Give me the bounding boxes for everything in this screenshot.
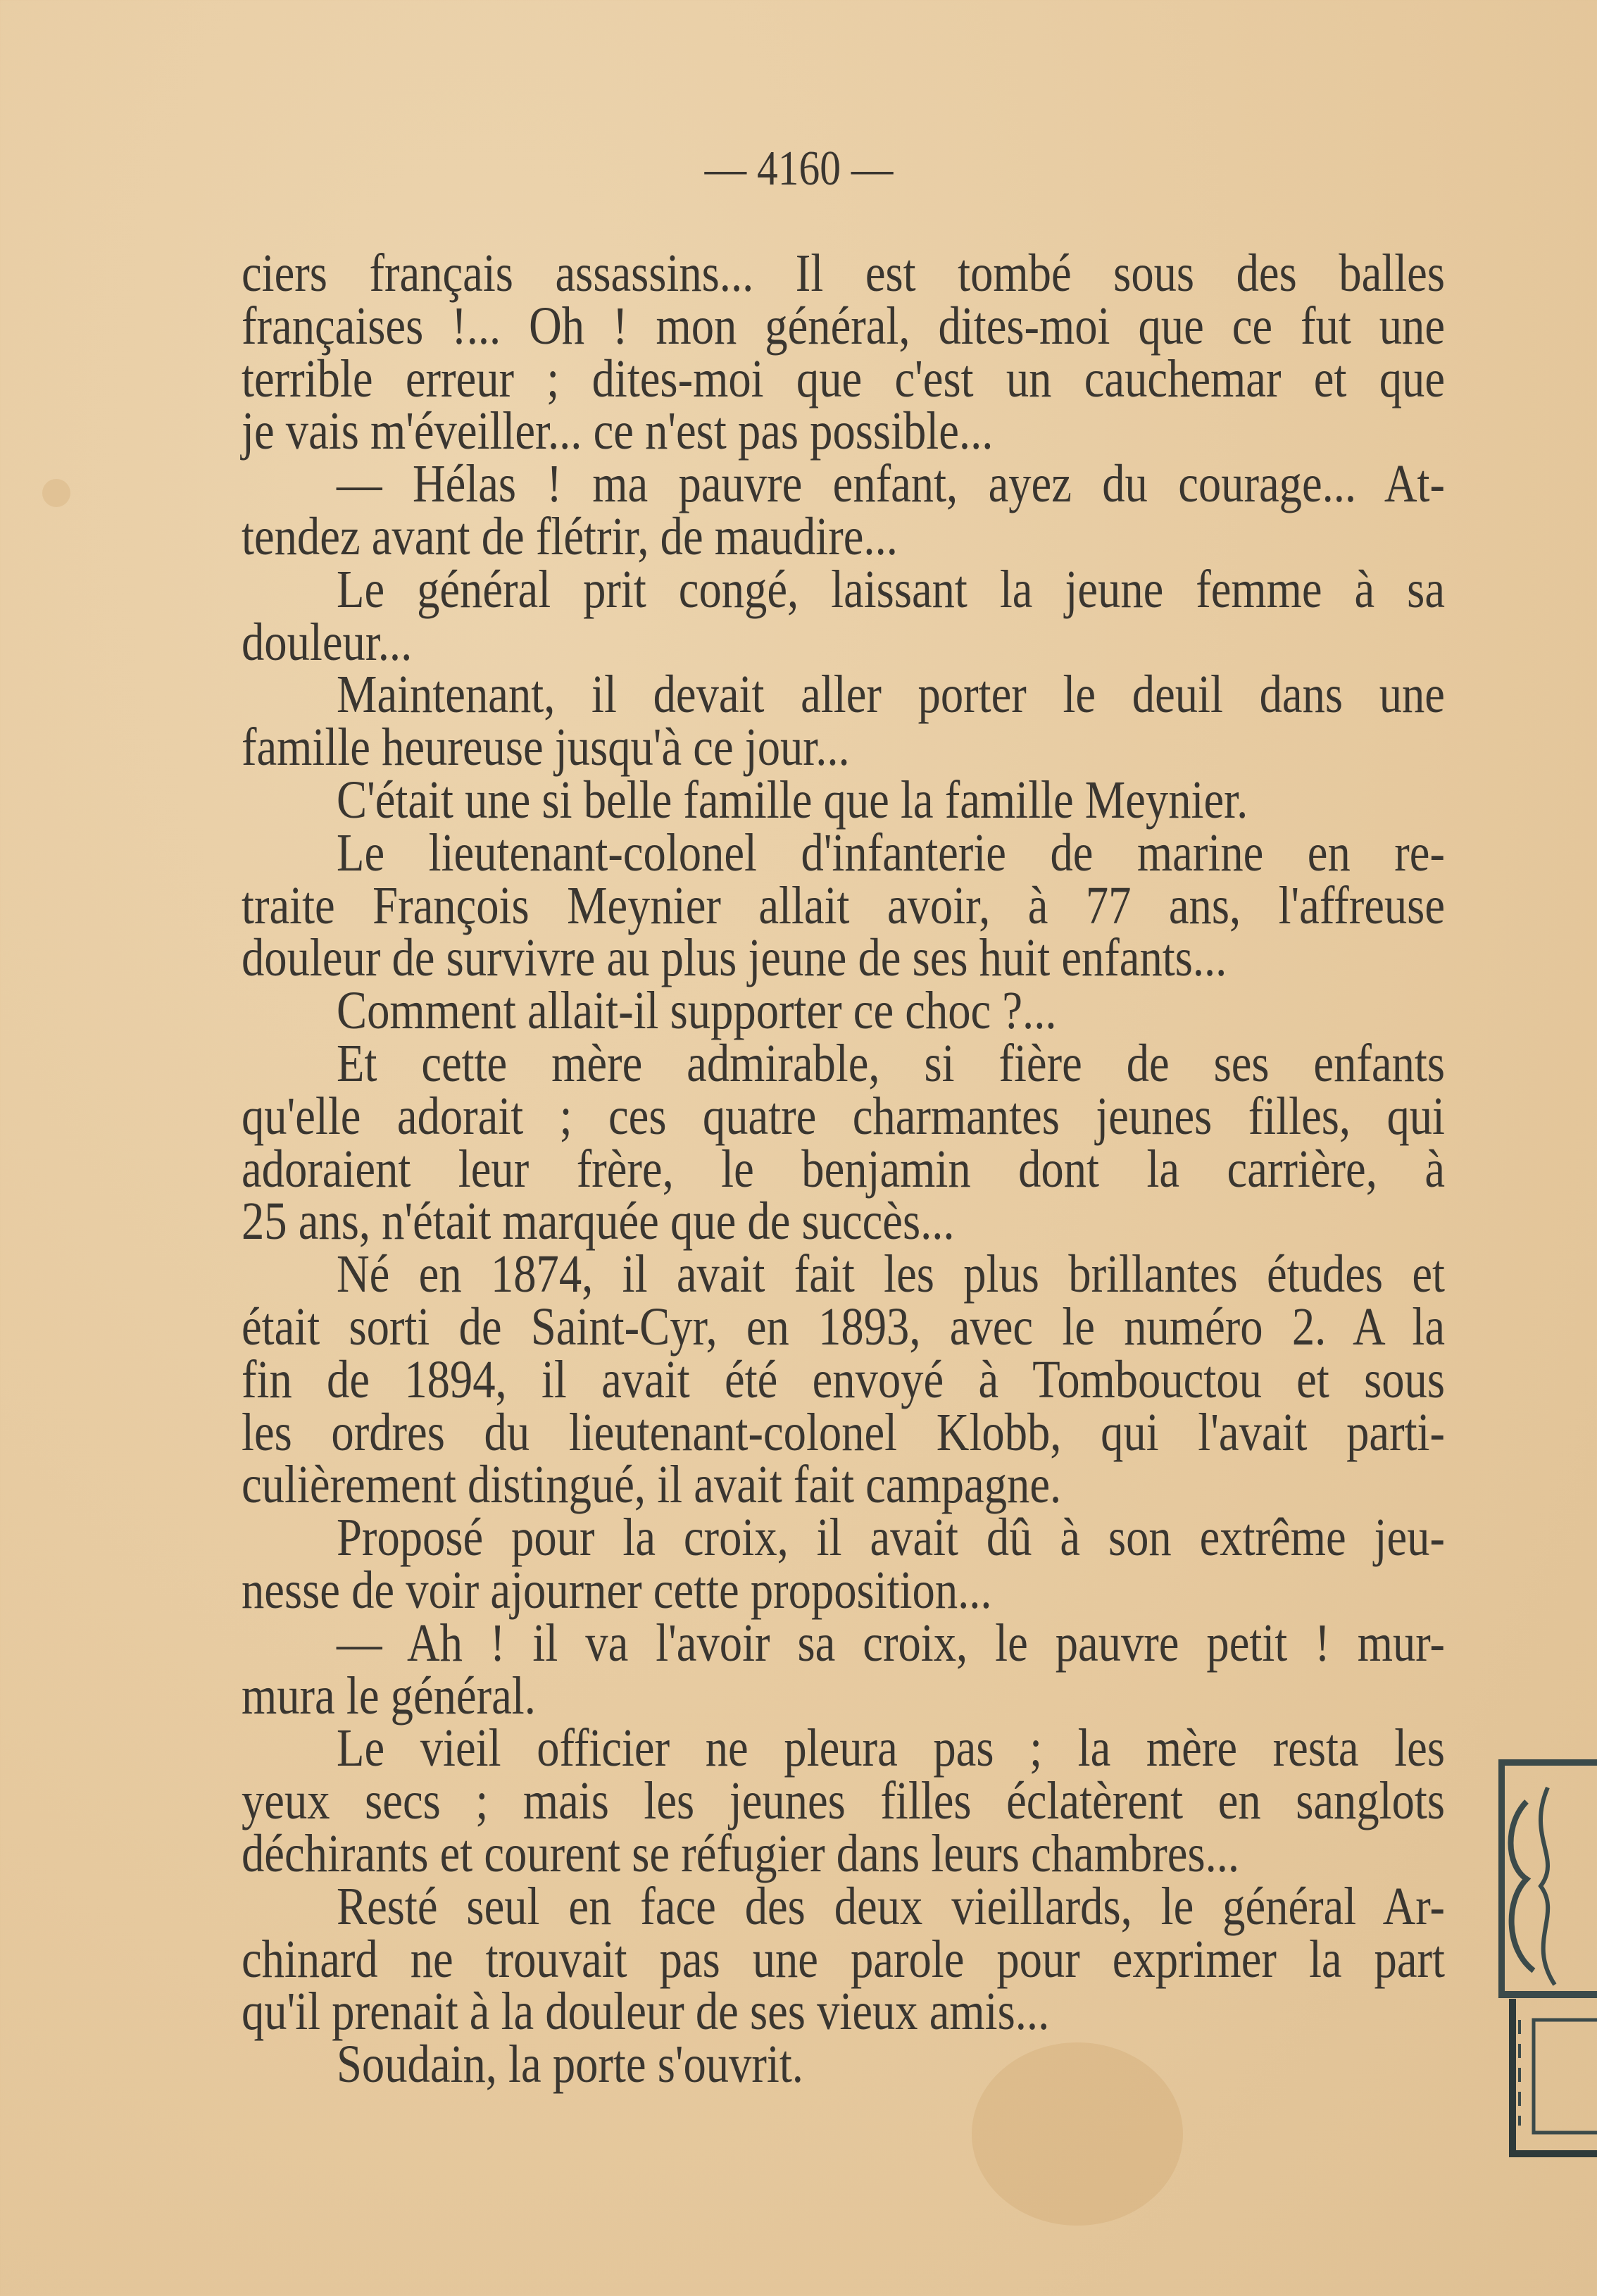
text-line: — Ah ! il va l'avoir sa croix, le pauvre petit ! mur- xyxy=(337,1613,1445,1673)
text-line: Comment allait-il supporter ce choc ?... xyxy=(337,981,1057,1041)
text-line: chinard ne trouvait pas une parole pour exprimer la part xyxy=(242,1929,1445,1989)
page-number xyxy=(0,141,1597,197)
text-line: douleur... xyxy=(242,612,413,672)
text-line: tendez avant de flétrir, de maudire... xyxy=(242,507,898,566)
decorative-stamp xyxy=(1498,1759,1597,2161)
text-line: les ordres du lieutenant-colonel Klobb, qui l'avait parti- xyxy=(242,1402,1445,1462)
text-line: était sorti de Saint-Cyr, en 1893, avec le numéro 2. A la xyxy=(242,1297,1445,1356)
text-line: Né en 1874, il avait fait les plus brillantes études et xyxy=(337,1244,1445,1304)
text-line: qu'elle adorait ; ces quatre charmantes jeunes filles, qui xyxy=(242,1086,1445,1146)
text-line: Resté seul en face des deux vieillards, le général Ar- xyxy=(337,1876,1445,1936)
paper-stain xyxy=(42,479,70,507)
text-line: je vais m'éveiller... ce n'est pas possible... xyxy=(242,401,994,461)
text-line: Et cette mère admirable, si fière de ses enfants xyxy=(337,1034,1445,1093)
text-line: yeux secs ; mais les jeunes filles éclatèrent en sanglots xyxy=(242,1771,1445,1831)
text-line: Maintenant, il devait aller porter le deuil dans une xyxy=(337,665,1445,725)
text-line: fin de 1894, il avait été envoyé à Tombouctou et sous xyxy=(242,1349,1445,1409)
text-line: douleur de survivre au plus jeune de ses huit enfants... xyxy=(242,928,1227,988)
text-line: mura le général. xyxy=(242,1666,536,1726)
text-line: culièrement distingué, il avait fait campagne. xyxy=(242,1455,1062,1515)
text-line: famille heureuse jusqu'à ce jour... xyxy=(242,718,850,778)
text-line: terrible erreur ; dites-moi que c'est un cauchemar et que xyxy=(242,349,1445,408)
text-line: Proposé pour la croix, il avait dû à son extrême jeu- xyxy=(337,1508,1445,1568)
text-line: Soudain, la porte s'ouvrit. xyxy=(337,2035,803,2095)
page-number-text: — 4160 — xyxy=(704,142,893,196)
text-line: qu'il prenait à la douleur de ses vieux amis... xyxy=(242,1982,1050,2042)
text-line: Le général prit congé, laissant la jeune femme à sa xyxy=(337,559,1445,619)
text-line: Le vieil officier ne pleura pas ; la mère resta les xyxy=(337,1718,1445,1778)
text-line: — Hélas ! ma pauvre enfant, ayez du courage... At- xyxy=(337,454,1445,514)
text-line: adoraient leur frère, le benjamin dont la carrière, à xyxy=(242,1139,1445,1199)
text-line: traite François Meynier allait avoir, à 77 ans, l'affreuse xyxy=(242,875,1445,935)
text-line: Le lieutenant-colonel d'infanterie de marine en re- xyxy=(337,823,1445,882)
text-line: déchirants et courent se réfugier dans leurs chambres... xyxy=(242,1824,1240,1883)
text-line: nesse de voir ajourner cette proposition... xyxy=(242,1561,992,1620)
text-line: françaises !... Oh ! mon général, dites-moi que ce fut une xyxy=(242,296,1445,356)
text-line: ciers français assassins... Il est tombé sous des balles xyxy=(242,244,1445,303)
text-line: C'était une si belle famille que la famille Meynier. xyxy=(337,770,1248,830)
text-line: 25 ans, n'était marquée que de succès... xyxy=(242,1192,955,1252)
